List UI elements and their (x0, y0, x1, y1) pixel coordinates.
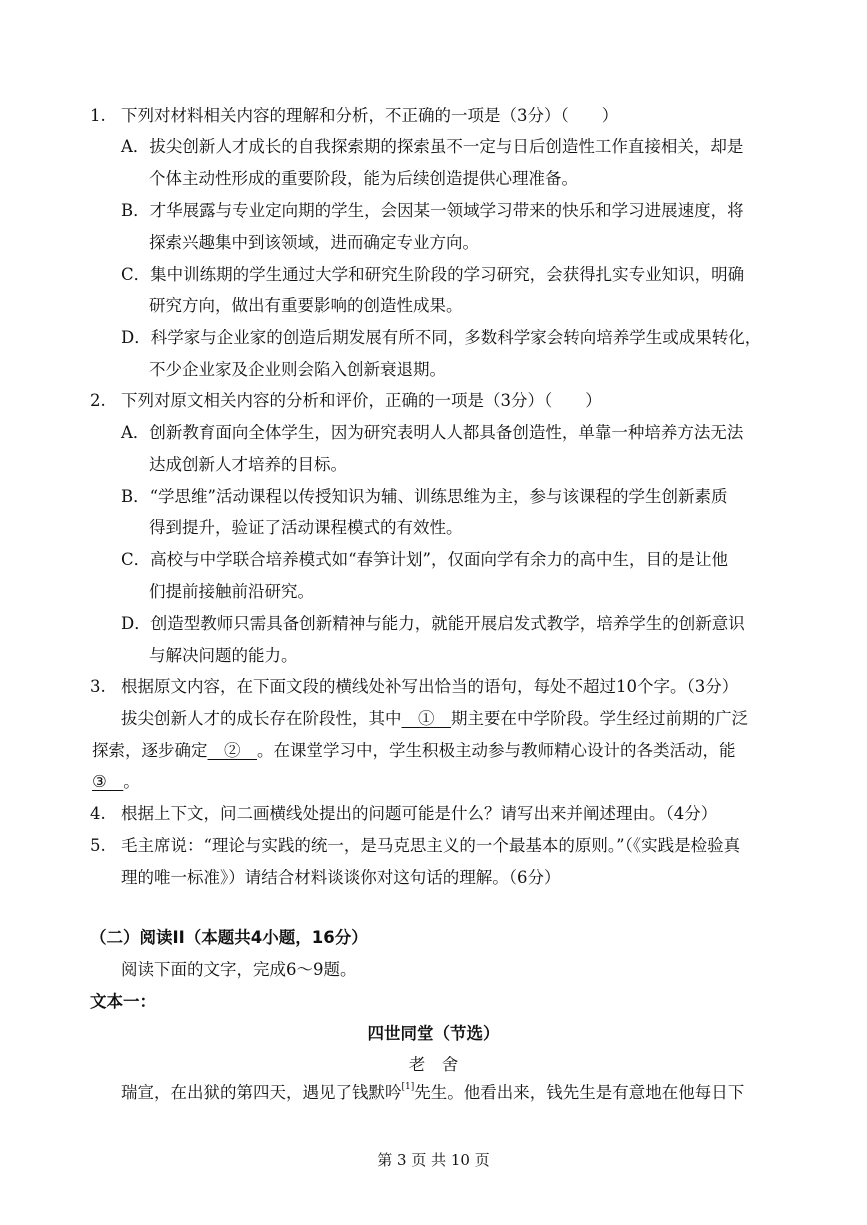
article-author: 老 舍 (408, 1055, 459, 1074)
q3-passage-text: 。在课堂学习中，学生积极主动参与教师精心设计的各类活动，能 (257, 741, 736, 760)
q1-option-b-line2: 探索兴趣集中到该领域，进而确定专业方向。 (149, 233, 479, 252)
q4-stem: 根据上下文，问二画横线处提出的问题可能是什么？请写出来并阐述理由。（4分） (121, 804, 718, 823)
q4-number: 4. (90, 804, 106, 823)
q1-option-a-line1: A．拔尖创新人才成长的自我探索期的探索虽不一定与日后创造性工作直接相关，却是 (121, 137, 744, 156)
q3-passage-text: 。 (123, 772, 140, 791)
q3-blank-2[interactable]: ② (207, 741, 257, 760)
q5-stem-line1: 毛主席说：“理论与实践的统一，是马克思主义的一个最基本的原则。”（《实践是检验真 (121, 836, 741, 855)
q3-passage-text: 拔尖创新人才的成长存在阶段性，其中 (121, 709, 402, 728)
footnote-marker[interactable]: [1] (401, 1082, 415, 1092)
section-instruction: 阅读下面的文字，完成6～9题。 (121, 960, 357, 979)
q1-option-a-line2: 个体主动性形成的重要阶段，能为后续创造提供心理准备。 (149, 169, 578, 188)
q1-option-d-line2: 不少企业家及企业则会陷入创新衰退期。 (149, 360, 446, 379)
q1-option-c-line1: C．集中训练期的学生通过大学和研究生阶段的学习研究，会获得扎实专业知识，明确 (121, 265, 745, 284)
q3-number: 3. (90, 677, 106, 696)
q2-option-c-line1: C．高校与中学联合培养模式如“春笋计划”，仅面向学有余力的高中生，目的是让他 (121, 550, 728, 569)
q2-option-a-line2: 达成创新人才培养的目标。 (149, 455, 347, 474)
article-text: 先生。他看出来，钱先生是有意地在他每日下 (414, 1083, 745, 1102)
q2-number: 2. (90, 391, 106, 410)
q3-passage-line2 (92, 741, 736, 761)
q2-option-b-line2: 得到提升，验证了活动课程模式的有效性。 (149, 518, 463, 537)
section-heading: （二）阅读II（本题共4小题，16分） (90, 928, 368, 947)
q5-number: 5. (90, 836, 106, 855)
q2-option-b-line1: B．“学思维”活动课程以传授知识为辅、训练思维为主，参与该课程的学生创新素质 (121, 487, 728, 506)
q3-passage-text: 期主要在中学阶段。学生经过前期的广泛 (451, 709, 748, 728)
q3-stem: 根据原文内容，在下面文段的横线处补写出恰当的语句，每处不超过10个字。（3分） (121, 677, 739, 696)
page-footer: 第 3 页 共 10 页 (377, 1151, 490, 1169)
q3-blank-1[interactable]: ① (401, 709, 451, 728)
q2-option-d-line2: 与解决问题的能力。 (149, 646, 298, 665)
q2-option-c-line2: 们提前接触前沿研究。 (149, 582, 314, 601)
q1-number: 1. (90, 106, 106, 125)
article-text: 瑞宣，在出狱的第四天，遇见了钱默吟 (121, 1083, 402, 1102)
q1-stem: 下列对材料相关内容的理解和分析，不正确的一项是（3分）（ ） (121, 106, 619, 125)
q3-passage-line1 (121, 709, 748, 729)
q1-option-d-line1: D．科学家与企业家的创造后期发展有所不同，多数科学家会转向培养学生或成果转化， (121, 328, 762, 347)
article-first-line (121, 1083, 744, 1103)
q1-option-c-line2: 研究方向，做出有重要影响的创造性成果。 (149, 296, 463, 315)
q3-passage-line3 (92, 772, 140, 792)
q2-stem: 下列对原文相关内容的分析和评价，正确的一项是（3分）（ ） (121, 391, 602, 410)
q1-option-b-line1: B．才华展露与专业定向期的学生，会因某一领域学习带来的快乐和学习进展速度，将 (121, 201, 744, 220)
q5-stem-line2: 理的唯一标准》）请结合材料谈谈你对这句话的理解。（6分） (121, 868, 561, 887)
article-title: 四世同堂（节选） (367, 1024, 500, 1043)
q2-option-d-line1: D．创造型教师只需具备创新精神与能力，就能开展启发式教学，培养学生的创新意识 (121, 614, 745, 633)
q2-option-a-line1: A．创新教育面向全体学生，因为研究表明人人都具备创造性，单靠一种培养方法无法 (121, 423, 744, 442)
q3-blank-3[interactable]: ③ (92, 772, 124, 791)
text-label: 文本一： (90, 992, 156, 1011)
q3-passage-text: 探索，逐步确定 (92, 741, 208, 760)
